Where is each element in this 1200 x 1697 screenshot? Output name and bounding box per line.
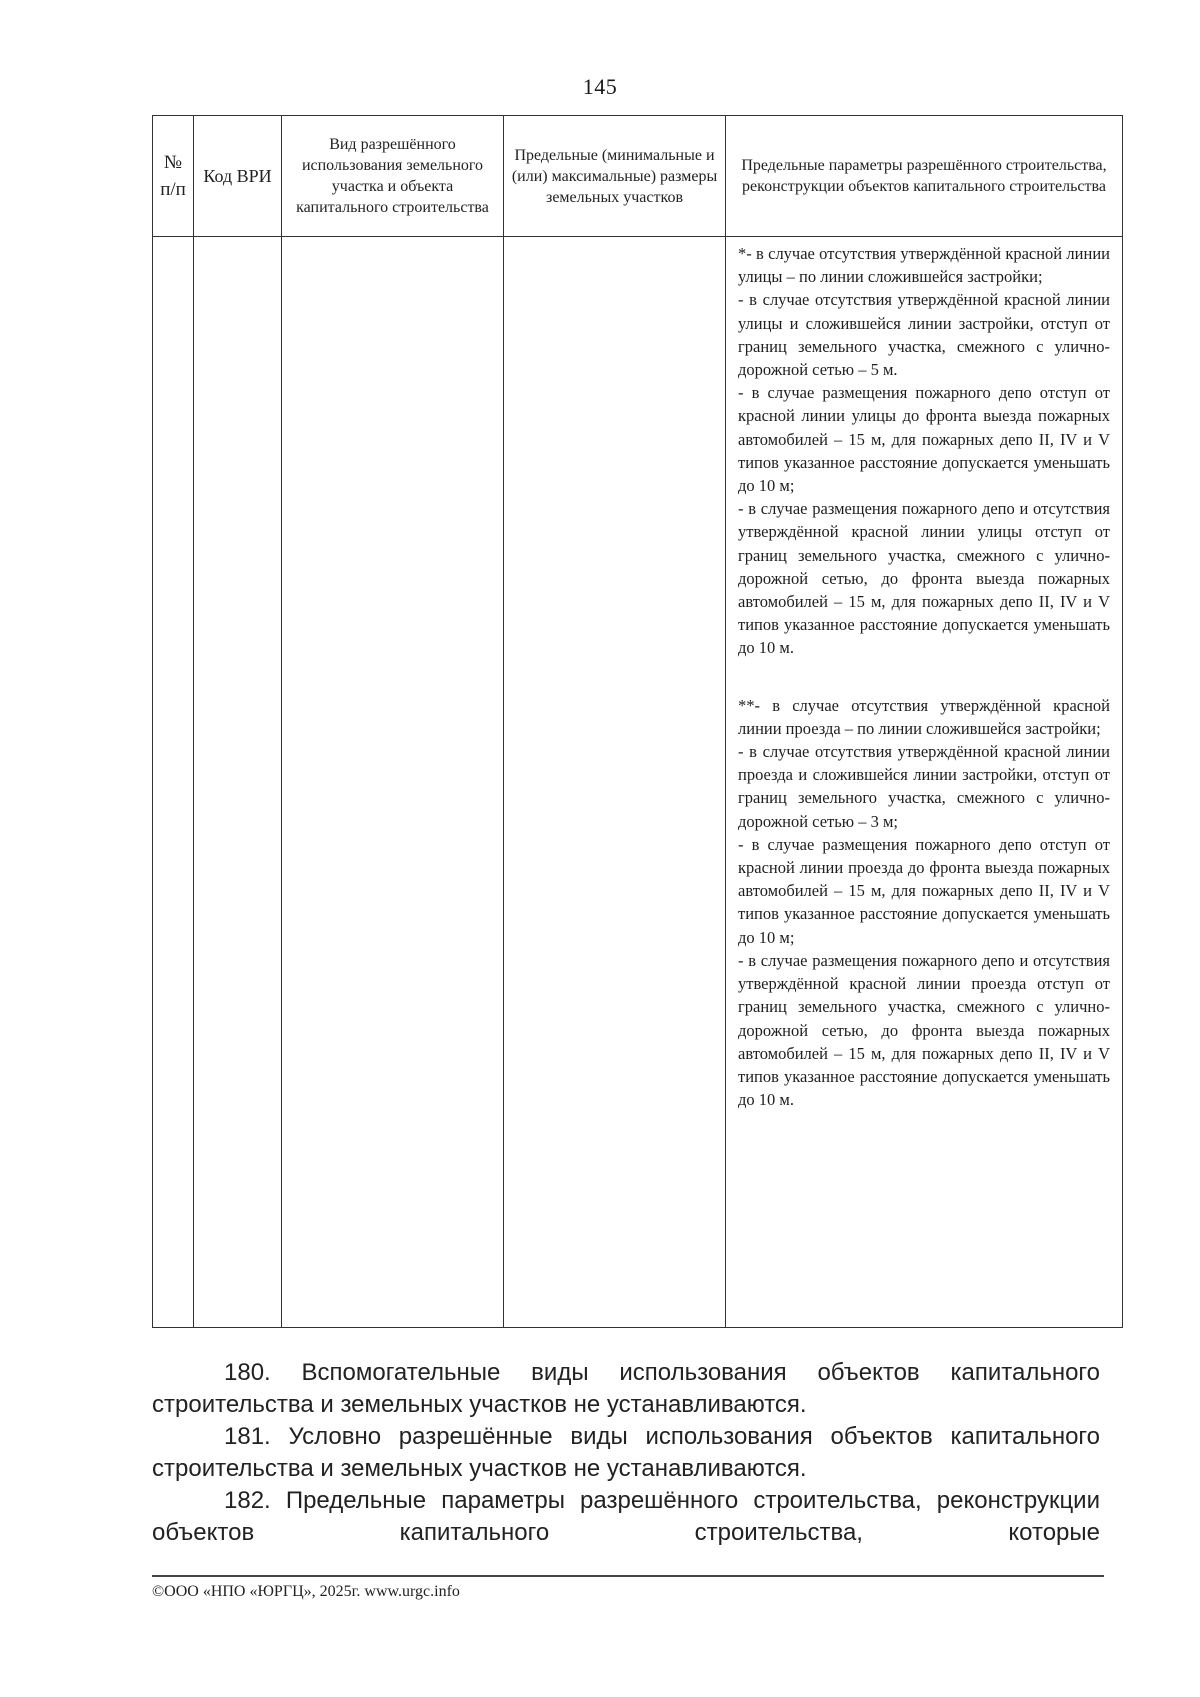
header-code: Код ВРИ bbox=[194, 116, 282, 237]
footer-divider bbox=[152, 1575, 1104, 1577]
table-header-row bbox=[153, 116, 1123, 237]
param-paragraph: **- в случае отсутствия утверждённой красной линии проезда – по линии сложившейся застройки; bbox=[738, 695, 1110, 738]
footer-copyright: ©ООО «НПО «ЮРГЦ», 2025г. www.urgc.info bbox=[152, 1583, 460, 1600]
header-construction-params: Предельные параметры разрешённого строительства, реконструкции объектов капитального строительства bbox=[726, 116, 1123, 237]
param-paragraph: - в случае размещения пожарного депо отступ от красной линии проезда до фронта выезда пожарных автомобилей – 15 м, для пожарных депо II, IV и V типов указанное расстояние допускается уменьшать до 10 м; bbox=[738, 834, 1110, 947]
paragraph-gap bbox=[738, 660, 1110, 694]
page-number: 145 bbox=[582, 74, 618, 99]
body-text bbox=[152, 1357, 1100, 1549]
header-use-type: Вид разрешённого использования земельного участка и объекта капитального строительства bbox=[282, 116, 504, 237]
cell-code bbox=[194, 237, 282, 1328]
cell-construction-params bbox=[726, 237, 1123, 1328]
param-paragraph: - в случае размещения пожарного депо и отсутствия утверждённой красной линии проезда отступ от границ земельного участка, смежного с улично-дорожной сетью, до фронта выезда пожарных автомобилей – 15 м, для пожарных депо II, IV и V типов указанное расстояние допускается уменьшать до 10 м. bbox=[738, 950, 1110, 1110]
header-number: № п/п bbox=[153, 116, 194, 237]
header-plot-sizes: Предельные (минимальные и (или) максимальные) размеры земельных участков bbox=[504, 116, 726, 237]
table-row bbox=[153, 237, 1123, 1328]
cell-number bbox=[153, 237, 194, 1328]
paragraph-181: 181. Условно разрешённые виды использования объектов капитального строительства и земельных участков не устанавливаются. bbox=[152, 1423, 1100, 1482]
param-paragraph: *- в случае отсутствия утверждённой красной линии улицы – по линии сложившейся застройки; bbox=[738, 244, 1110, 287]
param-paragraph: - в случае размещения пожарного депо отступ от красной линии улицы до фронта выезда пожарных автомобилей – 15 м, для пожарных депо II, IV и V типов указанное расстояние допускается уменьшать до 10 м; bbox=[738, 383, 1110, 496]
cell-plot-sizes bbox=[504, 237, 726, 1328]
param-paragraph: - в случае отсутствия утверждённой красной линии проезда и сложившейся линии застройки, отступ от границ земельного участка, смежного с улично-дорожной сетью – 3 м; bbox=[738, 742, 1110, 831]
param-paragraph: - в случае отсутствия утверждённой красной линии улицы и сложившейся линии застройки, отступ от границ земельного участка, смежного с улично-дорожной сетью – 5 м. bbox=[738, 290, 1110, 380]
regulations-table bbox=[152, 115, 1123, 1328]
cell-use-type bbox=[282, 237, 504, 1328]
param-paragraph: - в случае размещения пожарного депо и отсутствия утверждённой красной линии улицы отступ от границ земельного участка, смежного с улично-дорожной сетью, до фронта выезда пожарных автомобилей – 15 м, для пожарных депо II, IV и V типов указанное расстояние допускается уменьшать до 10 м. bbox=[738, 499, 1110, 658]
paragraph-180: 180. Вспомогательные виды использования объектов капитального строительства и земельных участков не устанавливаются. bbox=[152, 1359, 1100, 1418]
paragraph-182: 182. Предельные параметры разрешённого строительства, реконструкции объектов капитального строительства, которые bbox=[152, 1487, 1100, 1546]
